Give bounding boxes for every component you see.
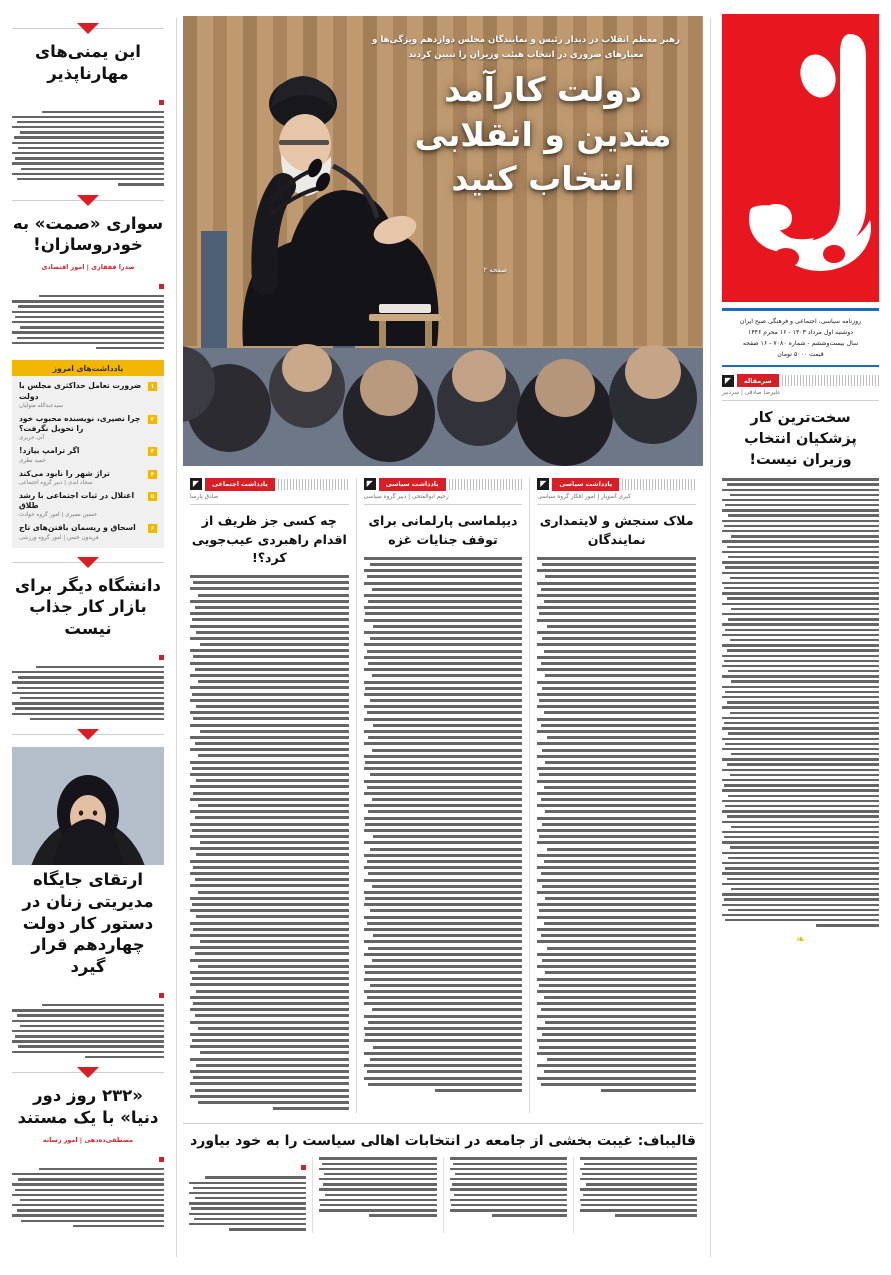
note-number: ۲ [148, 415, 157, 424]
note-author: سجاد ابدی | دبیر گروه اجتماعی [19, 479, 93, 486]
article-byline-0: کبری آسوپار | امور افکار گروه سیاسی [537, 491, 696, 506]
note-title: اگر ترامپ بیازد! [19, 446, 80, 456]
paragraph-bullet-icon [159, 100, 164, 105]
bottom-banner[interactable] [183, 1123, 703, 1233]
masthead-price: قیمت ۵۰۰۰ تومان [777, 350, 824, 358]
masthead-logo[interactable] [722, 14, 879, 302]
section-divider-1 [12, 195, 164, 207]
note-number: ۵ [148, 492, 157, 501]
sidebar-headline-0: این یمنی‌های مهارناپذیر [35, 42, 141, 83]
today-notes-box [12, 360, 164, 547]
hatch-ornament [782, 375, 880, 386]
section-divider-4 [12, 1067, 164, 1079]
hatch-ornament [449, 479, 523, 490]
article-body-1 [364, 557, 523, 1092]
note-title: اسحاق و ریسمان بافتن‌های تاج [19, 523, 136, 533]
triangle-marker-icon [77, 23, 99, 34]
article-badge-row-1 [364, 478, 523, 491]
hatch-ornament [278, 479, 349, 490]
sidebar-photo [12, 747, 164, 865]
masthead-issue: سال بیست‌وششم - شماره ۷۰۸۰ - ۱۶ صفحه [742, 339, 859, 347]
note-item[interactable] [12, 464, 164, 486]
arrow-box-icon: ◤ [364, 478, 376, 490]
triangle-marker-icon [77, 1067, 99, 1078]
sidebar-article-3[interactable] [12, 869, 164, 1058]
banner-col [183, 1157, 313, 1233]
article-byline-2: صادق پارسا [190, 491, 349, 506]
note-item[interactable] [12, 441, 164, 463]
editorial-badge-row [722, 374, 879, 387]
article-badge-label-0: یادداشت سیاسی [552, 478, 619, 491]
article-headline-2: چه کسی جز ظریف از اقدام راهبردی عیب‌جویی کرد؟! [191, 513, 347, 565]
masthead-date: دوشنبه اول مرداد ۱۴۰۳ - ۱۶ محرم ۱۴۴۶ [748, 328, 853, 336]
center-article-2[interactable] [183, 478, 357, 1113]
note-number: ۳ [148, 447, 157, 456]
note-title: چرا نصیری، نویسنده محبوب خود را تحویل نگرفت؟ [19, 413, 141, 434]
note-author: حمید نظری [19, 457, 46, 464]
sidebar-headline-2: دانشگاه دیگر برای بازار کار جذاب نیست [15, 575, 161, 639]
section-divider-2 [12, 557, 164, 569]
sidebar-body-0 [12, 92, 164, 186]
masthead-rule-top [722, 308, 879, 311]
article-headline-1: دیپلماسی پارلمانی برای توقف جنایات غزه [368, 513, 518, 547]
hatch-ornament [622, 479, 696, 490]
note-number: ۶ [148, 524, 157, 533]
arrow-box-icon: ◤ [722, 375, 734, 387]
paragraph-bullet-icon [301, 1165, 306, 1170]
right-column [710, 0, 891, 1275]
bottom-banner-headline: قالیباف: غیبت بخشی از جامعه در انتخابات اهالی سیاست را به خود بیاورد [190, 1133, 696, 1150]
note-title: اعتلال در ثبات اجتماعی با رشد طلاق [19, 490, 135, 511]
note-author: فریدون حسن | امور گروه ورزشی [19, 534, 99, 541]
sidebar-body-2 [12, 647, 164, 720]
sidebar-headline-3: ارتقای جایگاه مدیریتی زنان در دستور کار دولت چهاردهم قرار گیرد [22, 870, 154, 977]
hero-block[interactable] [183, 16, 703, 466]
masthead-rule-bottom [722, 365, 879, 368]
center-article-0[interactable] [530, 478, 703, 1113]
triangle-marker-icon [77, 195, 99, 206]
banner-body [319, 1157, 436, 1216]
ornament-icon: ❧ [795, 932, 806, 946]
today-notes-title: یادداشت‌های امروز [12, 360, 164, 376]
paragraph-bullet-icon [159, 284, 164, 289]
banner-body [189, 1157, 306, 1230]
note-author: حسین نصیری | امور گروه حوادث [19, 512, 97, 519]
note-number: ۴ [148, 470, 157, 479]
editorial-byline: علیرضا صادقی | سردبیر [722, 387, 879, 402]
sidebar-body-4 [12, 1149, 164, 1227]
bottom-banner-columns [183, 1157, 703, 1233]
sidebar-article-2[interactable] [12, 575, 164, 721]
left-sidebar [0, 0, 176, 1275]
article-badge-row-0 [537, 478, 696, 491]
center-column [176, 0, 710, 1275]
sidebar-body-1 [12, 276, 164, 349]
article-badge-row-2 [190, 478, 349, 491]
section-divider-3 [12, 729, 164, 741]
paragraph-bullet-icon [159, 655, 164, 660]
center-article-1[interactable] [357, 478, 531, 1113]
section-divider-0 [12, 23, 164, 35]
note-number: ۱ [148, 382, 157, 391]
note-item[interactable] [12, 486, 164, 519]
sidebar-headline-1: سواری «صمت» به خودروسازان! [12, 213, 164, 255]
hero-headline: دولت کارآمد متدین و انقلابی انتخاب کنید [414, 70, 672, 199]
banner-col [444, 1157, 574, 1233]
banner-body [450, 1157, 567, 1216]
hero-subtitle: رهبر معظم انقلاب در دیدار رئیس و نمایندگان مجلس دوازدهم ویژگی‌ها و معیارهای ضروری در انتخاب هیئت وزیران را تبیین کردند [371, 35, 681, 60]
note-item[interactable] [12, 409, 164, 442]
masthead-tagline: روزنامه سیاسی، اجتماعی و فرهنگی صبح ایران [739, 317, 862, 325]
hero-page-reference[interactable]: صفحه ۲ [483, 266, 507, 274]
article-headline-0: ملاک سنجش و لایتمداری نمایندگان [539, 513, 694, 547]
paragraph-bullet-icon [159, 993, 164, 998]
arrow-box-icon: ◤ [537, 478, 549, 490]
sidebar-article-4[interactable] [12, 1085, 164, 1227]
note-title: تراژ شهر را نابود می‌کند [19, 468, 110, 478]
banner-col [313, 1157, 443, 1233]
note-author: سیدعبدالله متولیان [19, 402, 63, 409]
sidebar-article-1[interactable] [12, 213, 164, 350]
note-author: آنی حریری [19, 435, 45, 442]
editorial-headline: سخت‌ترین کار پزشکیان انتخاب وزیران نیست! [744, 410, 857, 468]
article-body-2 [190, 575, 349, 1110]
banner-body [580, 1157, 697, 1216]
article-badge-label-1: یادداشت سیاسی [379, 478, 446, 491]
note-title: ضرورت تعامل حداکثری مجلس با دولت [19, 381, 142, 401]
triangle-marker-icon [77, 729, 99, 740]
sidebar-kicker-4: مصطفی‌ده‌دهی | امور رسانه [42, 1135, 134, 1144]
article-body-0 [537, 557, 696, 1092]
triangle-marker-icon [77, 557, 99, 568]
editorial-body [722, 478, 879, 927]
editorial-badge-label: سرمقاله [737, 374, 779, 387]
sidebar-article-0[interactable] [12, 41, 164, 186]
center-article-row [183, 478, 703, 1113]
paragraph-bullet-icon [159, 1157, 164, 1162]
banner-col [574, 1157, 703, 1233]
note-item[interactable] [12, 376, 164, 409]
arrow-box-icon: ◤ [190, 478, 202, 490]
sidebar-body-3 [12, 985, 164, 1058]
sidebar-headline-4: «۲۳۲ روز دور دنیا» با یک مستند [17, 1086, 159, 1128]
article-badge-label-2: یادداشت اجتماعی [205, 478, 275, 491]
article-byline-1: رحیم ابوالفتحی | دبیر گروه سیاسی [364, 491, 523, 506]
note-item[interactable] [12, 518, 164, 540]
sidebar-kicker-1: صدرا قفقازی | امور اقتصادی [41, 263, 135, 272]
